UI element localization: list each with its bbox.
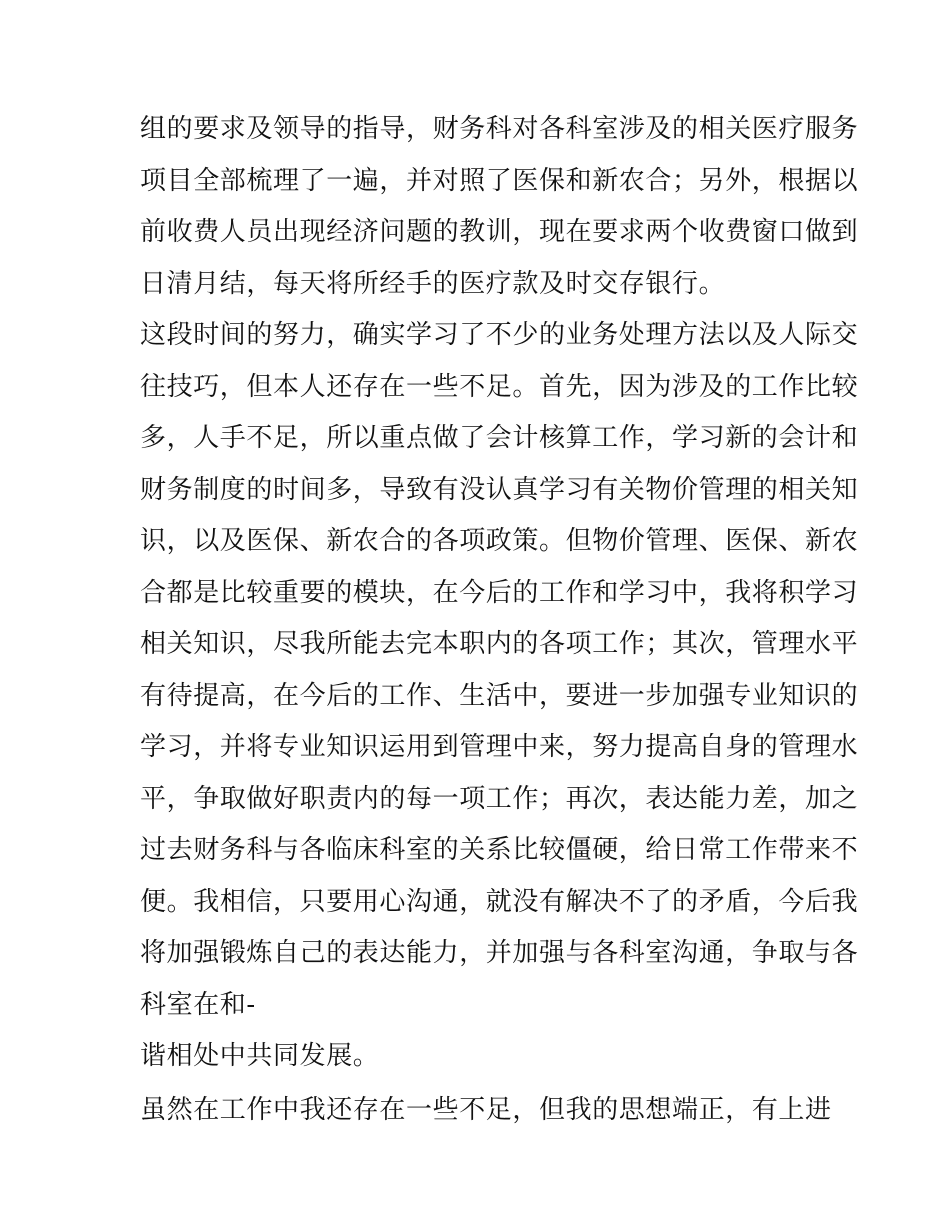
text-line: 这段时间的努力，确实学习了不少的业务处理方法以及人际交: [140, 320, 859, 350]
text-line: 学习，并将专业知识运用到管理中来，努力提高自身的管理水: [140, 732, 859, 762]
text-line: 合都是比较重要的模块，在今后的工作和学习中，我将积学习: [140, 577, 859, 608]
text-line: 相关知识，尽我所能去完本职内的各项工作；其次，管理水平: [140, 629, 859, 659]
text-line: 有待提高，在今后的工作、生活中，要进一步加强专业知识的: [140, 680, 859, 711]
text-line: 科室在和-: [140, 989, 256, 1020]
body-text: [140, 104, 859, 1136]
text-line: 往技巧，但本人还存在一些不足。首先，因为涉及的工作比较: [140, 371, 859, 402]
text-line: 便。我相信，只要用心沟通，就没有解决不了的矛盾，今后我: [140, 886, 859, 917]
text-line: 财务制度的时间多，导致有没认真学习有关物价管理的相关知: [140, 474, 859, 505]
text-line: 识，以及医保、新农合的各项政策。但物价管理、医保、新农: [140, 526, 859, 556]
text-line: 多，人手不足，所以重点做了会计核算工作，学习新的会计和: [140, 423, 859, 453]
text-line: 项目全部梳理了一遍，并对照了医保和新农合；另外，根据以: [140, 165, 859, 196]
text-line: 前收费人员出现经济问题的教训，现在要求两个收费窗口做到: [140, 217, 859, 247]
text-line: 将加强锻炼自己的表达能力，并加强与各科室沟通，争取与各: [140, 938, 859, 968]
text-line: 过去财务科与各临床科室的关系比较僵硬，给日常工作带来不: [140, 835, 859, 865]
text-line: 谐相处中共同发展。: [140, 1041, 380, 1071]
text-line: 虽然在工作中我还存在一些不足，但我的思想端正，有上进: [140, 1094, 832, 1125]
text-line: 平，争取做好职责内的每一项工作；再次，表达能力差，加之: [140, 783, 859, 814]
text-line: 日清月结，每天将所经手的医疗款及时交存银行。: [140, 268, 726, 299]
text-line: 组的要求及领导的指导，财务科对各科室涉及的相关医疗服务: [140, 114, 859, 144]
